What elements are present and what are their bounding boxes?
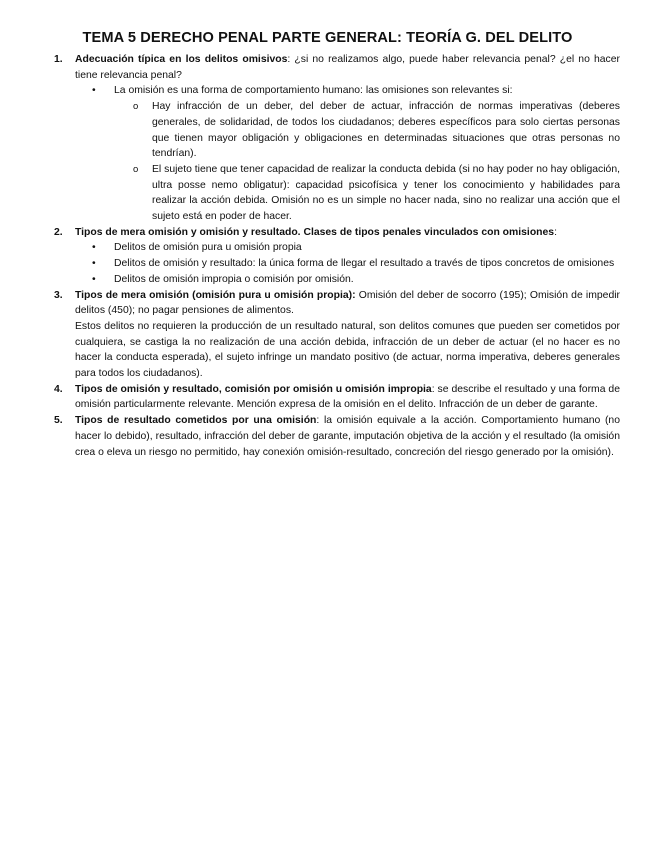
item-text: Omisión del deber de socorro (195); Omisión de impedir delitos (450); no pagar pensiones de alimentos.	[75, 289, 620, 317]
sub-bullet-item	[133, 99, 620, 162]
list-item-2	[54, 225, 620, 241]
bullet-icon: •	[92, 273, 96, 285]
document-body	[0, 52, 655, 460]
item-heading: Adecuación típica en los delitos omisivos	[75, 54, 288, 65]
item-heading: Tipos de resultado cometidos por una omisión	[75, 415, 317, 427]
bullet-item	[92, 83, 620, 99]
bullet-text: Delitos de omisión impropia o comisión por omisión.	[114, 273, 354, 285]
item-text: : se describe el resultado y una forma de omisión particularmente relevante. Mención expresa de la omisión en el delito. Infracción de un deber de garante.	[75, 383, 620, 411]
item-text: : ¿si no realizamos algo, puede haber relevancia penal? ¿el no hacer tiene relevancia penal?	[75, 54, 620, 81]
item-heading: Tipos de omisión y resultado, comisión por omisión u omisión impropia	[75, 383, 432, 395]
list-item-4	[54, 382, 620, 413]
item-text: : la omisión equivale a la acción. Comportamiento humano (no hacer lo debido), resultado, infracción del deber de garante, imputación objetiva de la acción y el resultado (la omisión crea o eleva un riesgo no permitido, hay conexión omisión-resultado, concreción del riesgo generado por la omisión).	[75, 415, 620, 458]
bullet-item	[92, 240, 620, 256]
item-number: 2.	[54, 226, 63, 238]
sub-bullet-icon: o	[133, 101, 139, 113]
sub-bullet-item	[133, 162, 620, 225]
bullet-text: Delitos de omisión y resultado: la única forma de llegar el resultado a través de tipos concretos de omisiones	[114, 258, 615, 270]
item-heading: Tipos de mera omisión (omisión pura u omisión propia):	[75, 289, 356, 301]
item-number: 1.	[54, 54, 63, 65]
list-item-3	[54, 288, 620, 319]
item-heading: Tipos de mera omisión y omisión y resultado. Clases de tipos penales vinculados con omisiones	[75, 226, 555, 238]
bullet-item	[92, 272, 620, 288]
bullet-text: La omisión es una forma de comportamiento humano: las omisiones son relevantes si:	[114, 85, 513, 97]
sub-bullet-text: Hay infracción de un deber, del deber de actuar, infracción de normas imperativas (deberes generales, de solidaridad, de todos los ciudadanos; deberes específicos para solo ciertas personas que tienen mayor obligación y obligaciones en determinadas situaciones que otras personas no tendrían).	[152, 101, 620, 160]
sub-bullet-text: El sujeto tiene que tener capacidad de realizar la conducta debida (si no hay poder no hay obligación, ultra posse nemo obligatur): capacidad psicofísica y tener los conocimiento y habilidades para realizar la acción debida. Omisión no es un simple no hacer nada, sino no realizar una acción que el sujeto está en poder de hacer.	[152, 163, 620, 223]
page-title: TEMA 5 DERECHO PENAL PARTE GENERAL: TEORÍA G. DEL DELITO	[82, 30, 573, 46]
item-number: 5.	[54, 415, 63, 427]
list-item-1	[54, 52, 620, 83]
item-text: :	[554, 226, 557, 238]
bullet-icon: •	[92, 85, 96, 97]
item-number: 3.	[54, 289, 63, 301]
bullet-item	[92, 256, 620, 272]
sub-bullet-icon: o	[133, 163, 139, 175]
item-number: 4.	[54, 383, 63, 395]
bullet-text: Delitos de omisión pura u omisión propia	[114, 242, 302, 254]
item-paragraph: Estos delitos no requieren la producción de un resultado natural, son delitos comunes que pueden ser cometidos por cualquiera, se castiga la no realización de una acción debida, infracción de un deber de actuar (el no hacer es no hacer la conducta esperada), el sujeto infringe un mandato positivo (de actuar, norma imperativa, deberes generales para todos los ciudadanos).	[75, 320, 620, 380]
bullet-icon: •	[92, 258, 96, 270]
bullet-icon: •	[92, 242, 96, 254]
list-item-5	[54, 413, 620, 460]
